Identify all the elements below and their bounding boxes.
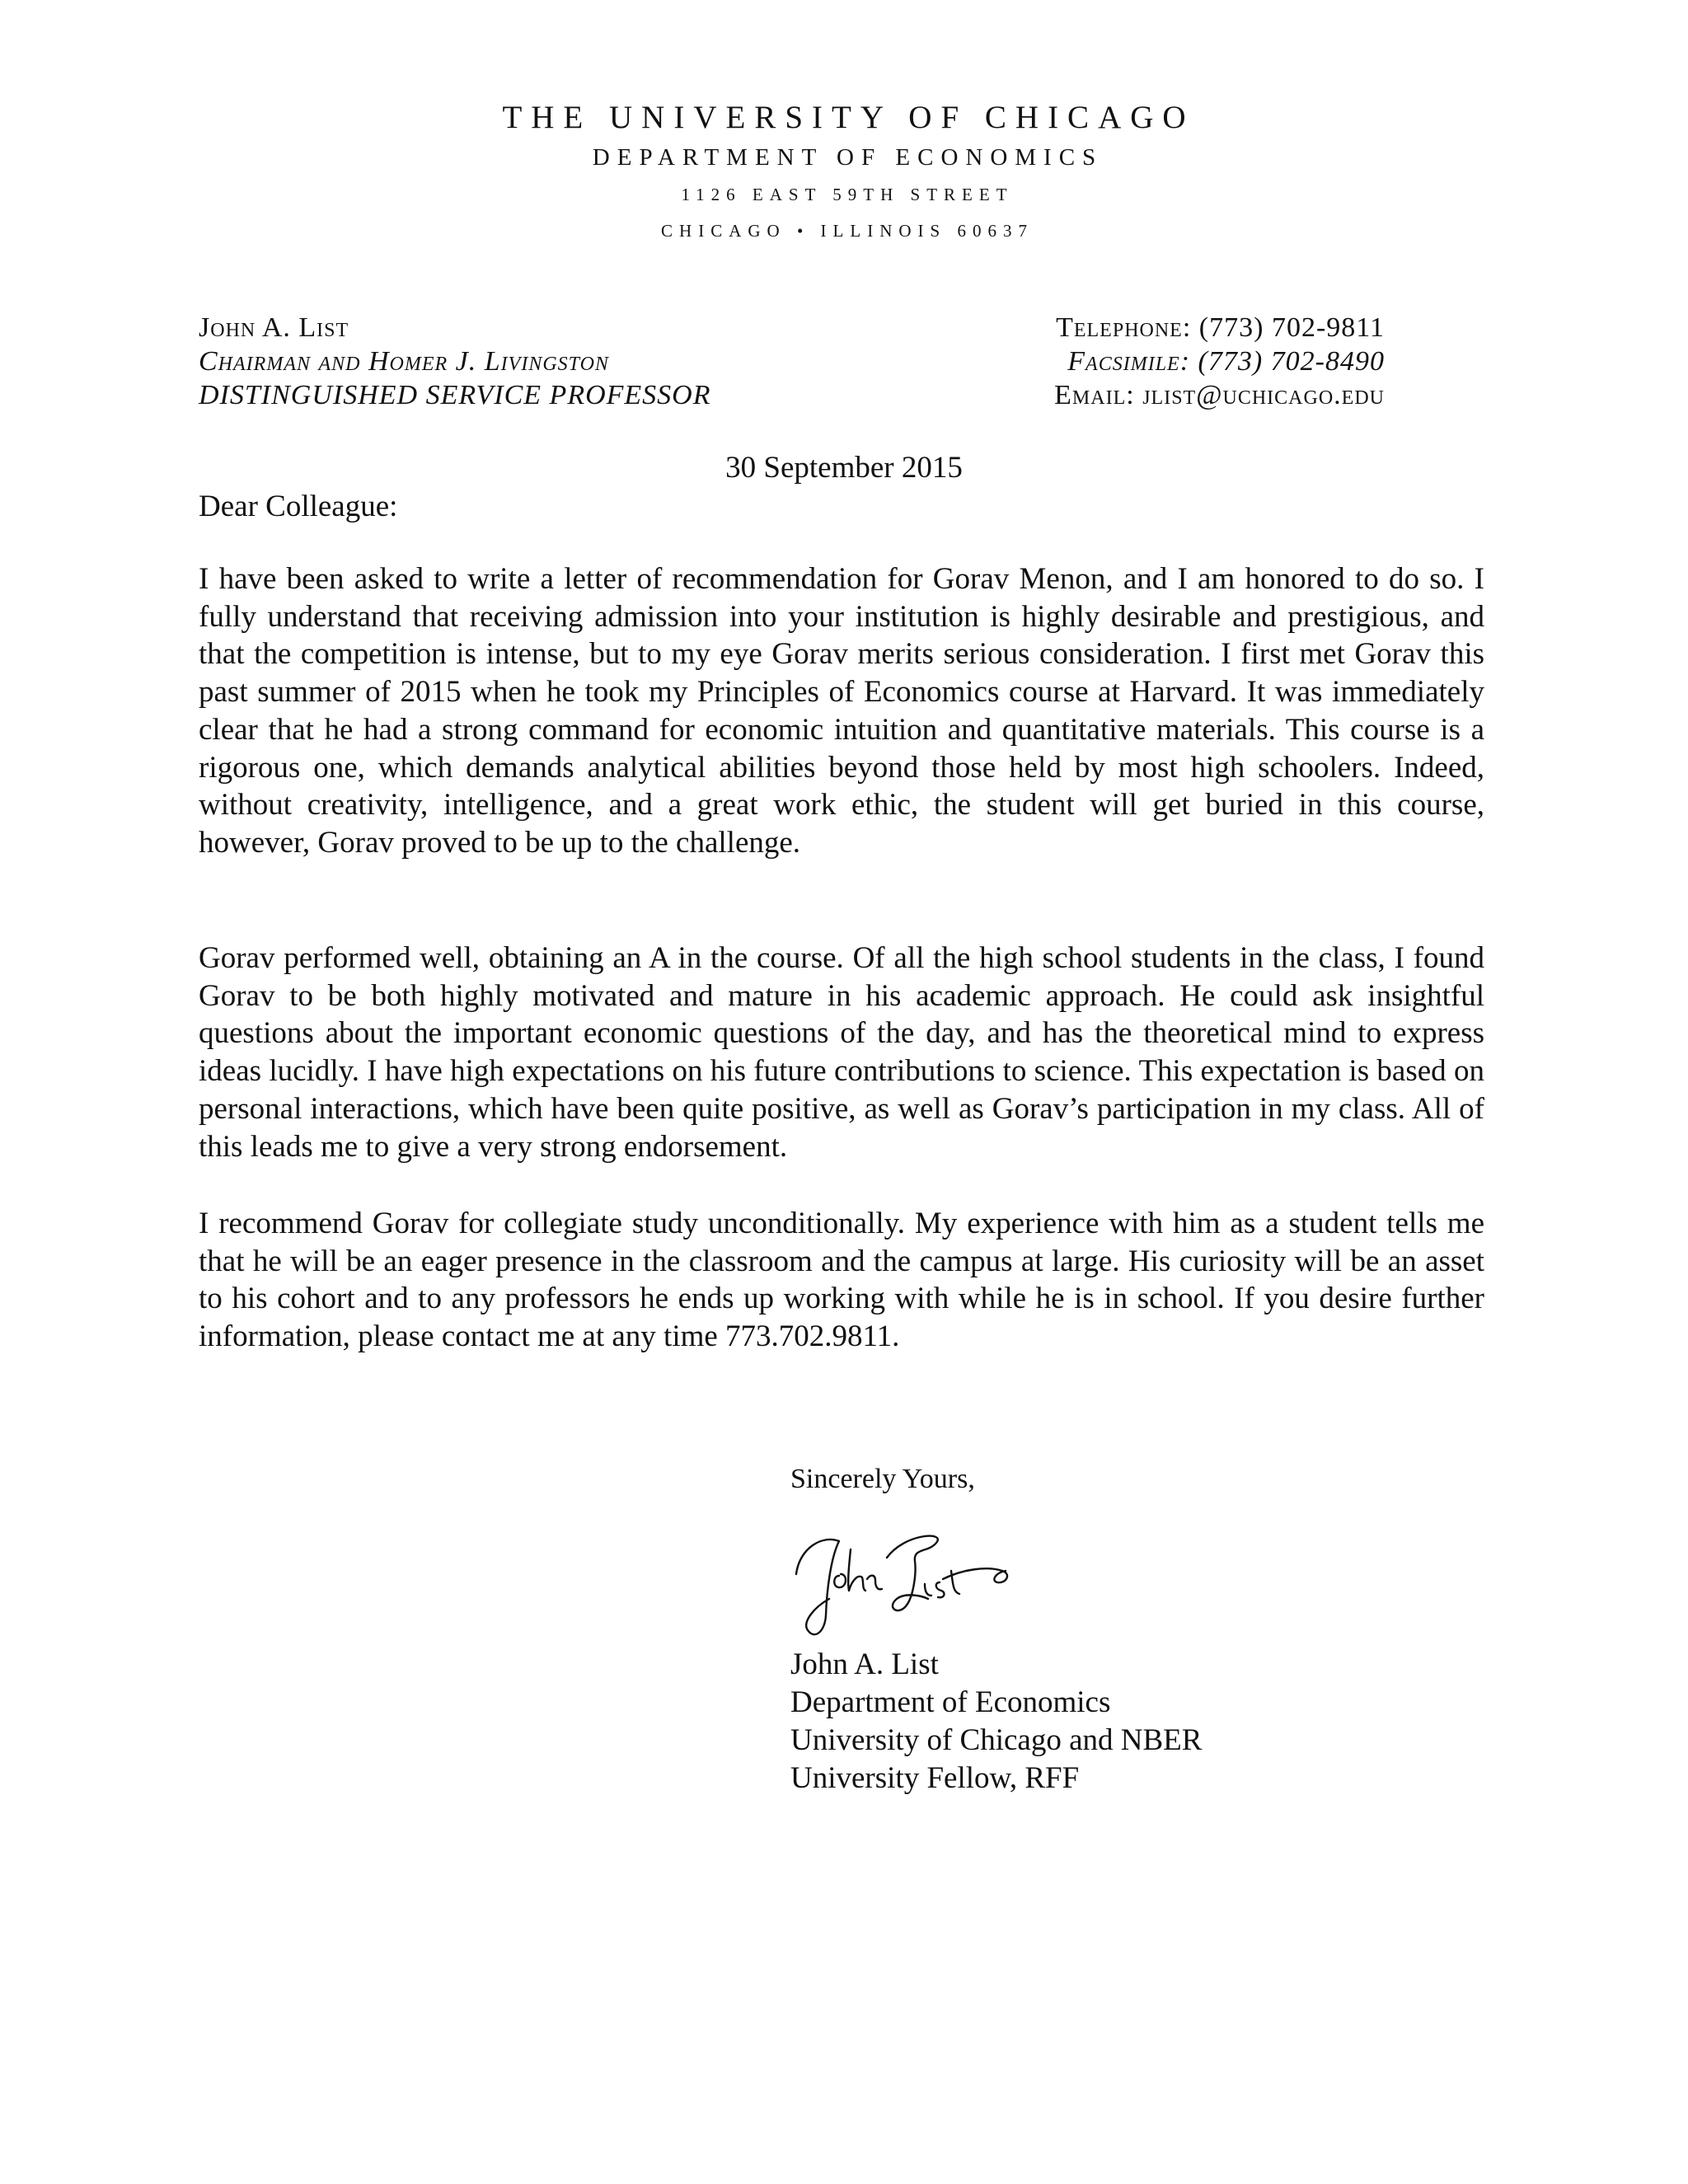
university-name: THE UNIVERSITY OF CHICAGO [502,100,1195,135]
handwritten-signature [790,1525,1037,1640]
contact-info [1054,311,1385,412]
body-paragraph-2: Gorav performed well, obtaining an A in the course. Of all the high school students in the class, I found Gorav to be both highly motivated and mature in his academic approach. He could ask insightful questions about the important economic questions of the day, and has the theoretical mind to express ideas lucidly. I have high expectations on his future contributions to science. This expectation is based on personal interactions, which have been quite positive, as well as Gorav’s participation in my class. All of this leads me to give a very strong endorsement. [199,941,1484,1164]
telephone-number: Telephone: (773) 702-9811 [1056,312,1385,343]
facsimile-number: Facsimile: (773) 702-8490 [1067,346,1385,377]
letterhead [0,97,1688,249]
sender-name: John A. List [199,312,349,343]
signer-name: John A. List [790,1647,939,1681]
body-paragraph-3: I recommend Gorav for collegiate study unconditionally. My experience with him as a student tells me that he will be an eager presence in the classroom and the campus at large. His curiosity will be an asset to his cohort and to any professors he ends up working with while he is in school. If you desire further information, please contact me at any time 773.702.9811. [199,1207,1484,1354]
email-address: Email: jlist@uchicago.edu [1054,380,1385,410]
letter-date: 30 September 2015 [725,451,963,485]
signer-fellowship: University Fellow, RFF [790,1761,1080,1795]
sender-info [199,311,711,412]
sender-title-line1: Chairman and Homer J. Livingston [199,346,609,377]
body-paragraph-1: I have been asked to write a letter of recommendation for Gorav Menon, and I am honored to do so. I fully understand that receiving admission into your institution is highly desirable and prestigious, and that the competition is intense, but to my eye Gorav merits serious consideration. I first met Gorav this past summer of 2015 when he took my Principles of Economics course at Harvard. It was immediately clear that he had a strong command for economic intuition and quantitative materials. This course is a rigorous one, which demands analytical abilities beyond those held by most high schoolers. Indeed, without creativity, intelligence, and a great work ethic, the student will get buried in this course, however, Gorav proved to be up to the challenge. [199,562,1484,860]
city-address: CHICAGO • ILLINOIS 60637 [661,221,1034,241]
signer-department: Department of Economics [790,1685,1111,1719]
street-address: 1126 EAST 59TH STREET [681,185,1014,204]
salutation: Dear Colleague: [199,490,398,523]
signature-block [790,1646,1202,1797]
signer-affiliation: University of Chicago and NBER [790,1723,1203,1757]
closing: Sincerely Yours, [790,1464,975,1494]
department-name: DEPARTMENT OF ECONOMICS [592,144,1104,171]
sender-title-line2: DISTINGUISHED SERVICE PROFESSOR [199,380,711,410]
